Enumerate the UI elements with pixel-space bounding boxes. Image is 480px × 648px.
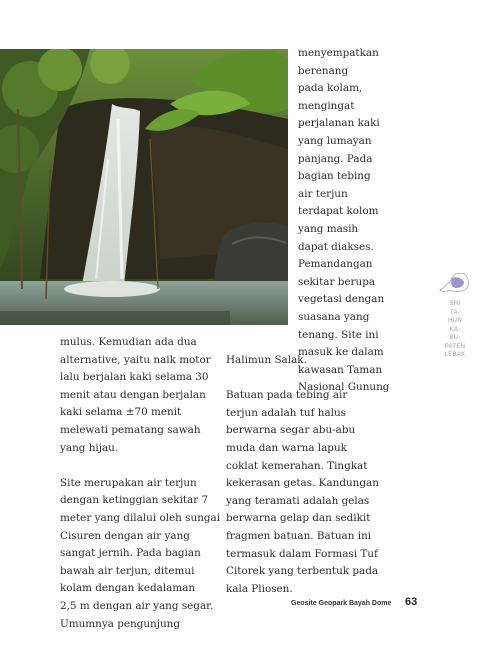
page-number: 63 (405, 596, 418, 608)
text-line: bagian tebing (298, 170, 371, 183)
text-line: kala Pliosen. (226, 582, 293, 595)
waterfall-photo (0, 49, 288, 325)
paragraph-gap (60, 457, 220, 475)
text-line: berenang (298, 64, 349, 77)
text-line: termasuk dalam Formasi Tuf (226, 547, 378, 560)
text-line: perjalanan kaki (298, 117, 380, 130)
text-line: panjang. Pada (298, 152, 373, 165)
text-line: suasana yang (298, 310, 370, 323)
text-line: yang masih (298, 222, 359, 235)
text-line: melewati pematang sawah (60, 423, 201, 436)
text-line: dapat diakses. (298, 240, 374, 253)
text-line: tenang. Site ini (298, 328, 379, 341)
text-line: air terjun (298, 187, 348, 200)
side-tab-label-line: LEBAK (444, 352, 466, 358)
side-tab-label-line: HUN (448, 318, 462, 324)
side-tab-label-line: SRI (449, 301, 461, 307)
text-line: kawasan Taman (298, 363, 383, 376)
text-line: terjun adalah tuf halus (226, 406, 347, 419)
side-tab-label-line: KA- (449, 326, 461, 333)
text-line: kolam dengan kedalaman (60, 582, 196, 595)
text-line: terdapat kolom (298, 205, 379, 218)
text-line: coklat kemerahan. Tingkat (226, 459, 368, 472)
text-line: fragmen batuan. Batuan ini (226, 529, 372, 542)
text-line: Batuan pada tebing air (226, 389, 348, 402)
text-line: Site merupakan air terjun (60, 476, 197, 489)
text-line: berwarna segar abu-abu (226, 424, 356, 437)
middle-column-text (226, 352, 379, 598)
side-tab-label-line: BU- (449, 335, 461, 341)
text-line: sangat jernih. Pada bagian (60, 547, 201, 560)
text-line: berwarna gelap dan sedikit (226, 512, 371, 525)
text-line: lalu berjalan kaki selama 30 (60, 371, 209, 384)
text-line: menyempatkan (298, 47, 379, 59)
paragraph-gap (226, 370, 379, 388)
text-line: yang teramati adalah gelas (226, 494, 370, 507)
text-line: Citorek yang terbentuk pada (226, 565, 379, 578)
text-line: Pemandangan (298, 258, 373, 271)
text-line: Umumnya pengunjung (60, 617, 180, 630)
side-section-tab (437, 268, 473, 360)
left-column-text (60, 334, 220, 633)
side-tab-label-line: TA- (449, 309, 461, 316)
text-line: Cisuren dengan air yang (60, 529, 190, 542)
text-line: kekerasan getas. Kandungan (226, 477, 379, 490)
text-line: bawah air terjun, ditemui (60, 564, 195, 577)
text-line: yang hijau. (60, 441, 119, 454)
side-tab-label-line: PATEN (444, 343, 466, 350)
text-line: mengingat (298, 99, 355, 112)
text-line: vegetasi dengan (298, 293, 385, 306)
text-line: mulus. Kemudian ada dua (60, 336, 197, 348)
text-line: kaki selama ±70 menit (60, 406, 182, 419)
text-line: dengan ketinggian sekitar 7 (60, 494, 209, 507)
text-line: alternative, yaitu naik motor (60, 353, 211, 366)
text-line: pada kolam, (298, 82, 363, 95)
text-line: menit atau dengan berjalan (60, 388, 206, 401)
right-column-text (298, 45, 389, 397)
text-line: masuk ke dalam (298, 346, 384, 359)
text-line: yang lumayan (298, 134, 372, 147)
text-line: 2,5 m dengan air yang segar. (60, 599, 214, 612)
text-line: Nasional Gunung (298, 381, 390, 394)
region-map-icon (438, 268, 472, 296)
book-title: Geosite Geopark Bayah Dome (291, 600, 392, 607)
text-line: muda dan warna lapuk (226, 441, 347, 454)
text-line: meter yang dilalui oleh sungai (60, 511, 221, 524)
text-line: Halimun Salak. (226, 354, 307, 366)
text-line: sekitar berupa (298, 275, 376, 288)
